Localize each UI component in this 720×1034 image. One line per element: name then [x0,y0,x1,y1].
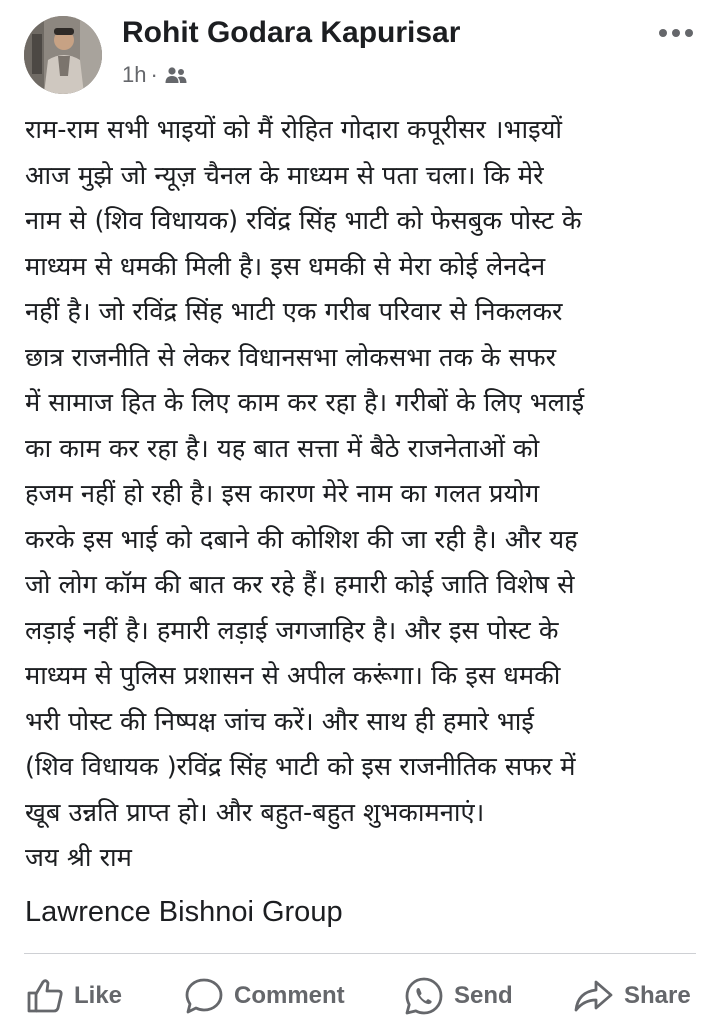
send-label: Send [454,982,513,1009]
post-meta [122,62,188,88]
post-text-line: खूब उन्नति प्राप्त हो। और बहुत-बहुत शुभकामनाएं। [25,797,485,828]
post-signature: Lawrence Bishnoi Group [25,896,343,928]
send-button[interactable] [404,966,513,1026]
divider [24,953,696,954]
more-icon [658,27,694,39]
post-text-line: लड़ाई नहीं है। हमारी लड़ाई जगजाहिर है। और इस पोस्ट के [25,615,559,646]
author-name[interactable]: Rohit Godara Kapurisar [122,16,461,49]
post-text-line: नहीं है। जो रविंद्र सिंह भाटी एक गरीब परिवार से निकलकर [25,297,563,327]
comment-button[interactable] [184,966,345,1026]
post-text-line: राम-राम सभी भाइयों को मैं रोहित गोदारा कपूरीसर ।भाइयों [25,115,563,145]
like-label: Like [74,982,123,1009]
post-time[interactable]: 1h [122,62,147,87]
comment-icon [184,977,224,1015]
whatsapp-icon [404,976,444,1016]
post-text [25,108,705,882]
post-text-line: छात्र राजनीति से लेकर विधानसभा लोकसभा तक के सफर [25,342,557,373]
comment-label: Comment [234,982,345,1009]
meta-separator: · [150,62,158,87]
share-label: Share [624,982,691,1009]
like-icon [26,978,64,1014]
share-icon [572,978,614,1014]
post-text-line: करके इस भाई को दबाने की कोशिश की जा रही है। और यह [25,524,578,555]
post-text-line: हजम नहीं हो रही है। इस कारण मेरे नाम का गलत प्रयोग [25,479,540,509]
share-button[interactable] [572,966,691,1026]
avatar[interactable] [24,16,102,94]
post-text-line: (शिव विधायक )रविंद्र सिंह भाटी को इस राजनीतिक सफर में [25,752,576,782]
post-header [0,0,720,100]
post-text-line: में सामाज हित के लिए काम कर रहा है। गरीबों के लिए भलाई [25,388,585,418]
post-text-line: भरी पोस्ट की निष्पक्ष जांच करें। और साथ ही हमारे भाई [25,706,534,737]
post-text-line: नाम से (शिव विधायक) रविंद्र सिंह भाटी को फेसबुक पोस्ट के [25,206,582,236]
friends-icon[interactable] [164,65,188,85]
post-text-line: का काम कर रहा है। यह बात सत्ता में बैठे राजनेताओं को [25,433,540,464]
more-options-button[interactable] [658,26,694,44]
action-bar [0,966,720,1026]
post-text-line: जो लोग कॉम की बात कर रहे हैं। हमारी कोई जाति विशेष से [25,570,575,600]
post-text-line: जय श्री राम [25,843,132,873]
post-text-line: माध्यम से धमकी मिली है। इस धमकी से मेरा कोई लेनदेन [25,251,546,282]
post-text-line: आज मुझे जो न्यूज़ चैनल के माध्यम से पता चला। कि मेरे [25,160,544,191]
like-button[interactable] [26,966,122,1026]
post-text-line: माध्यम से पुलिस प्रशासन से अपील करूंगा। कि इस धमकी [25,661,561,691]
